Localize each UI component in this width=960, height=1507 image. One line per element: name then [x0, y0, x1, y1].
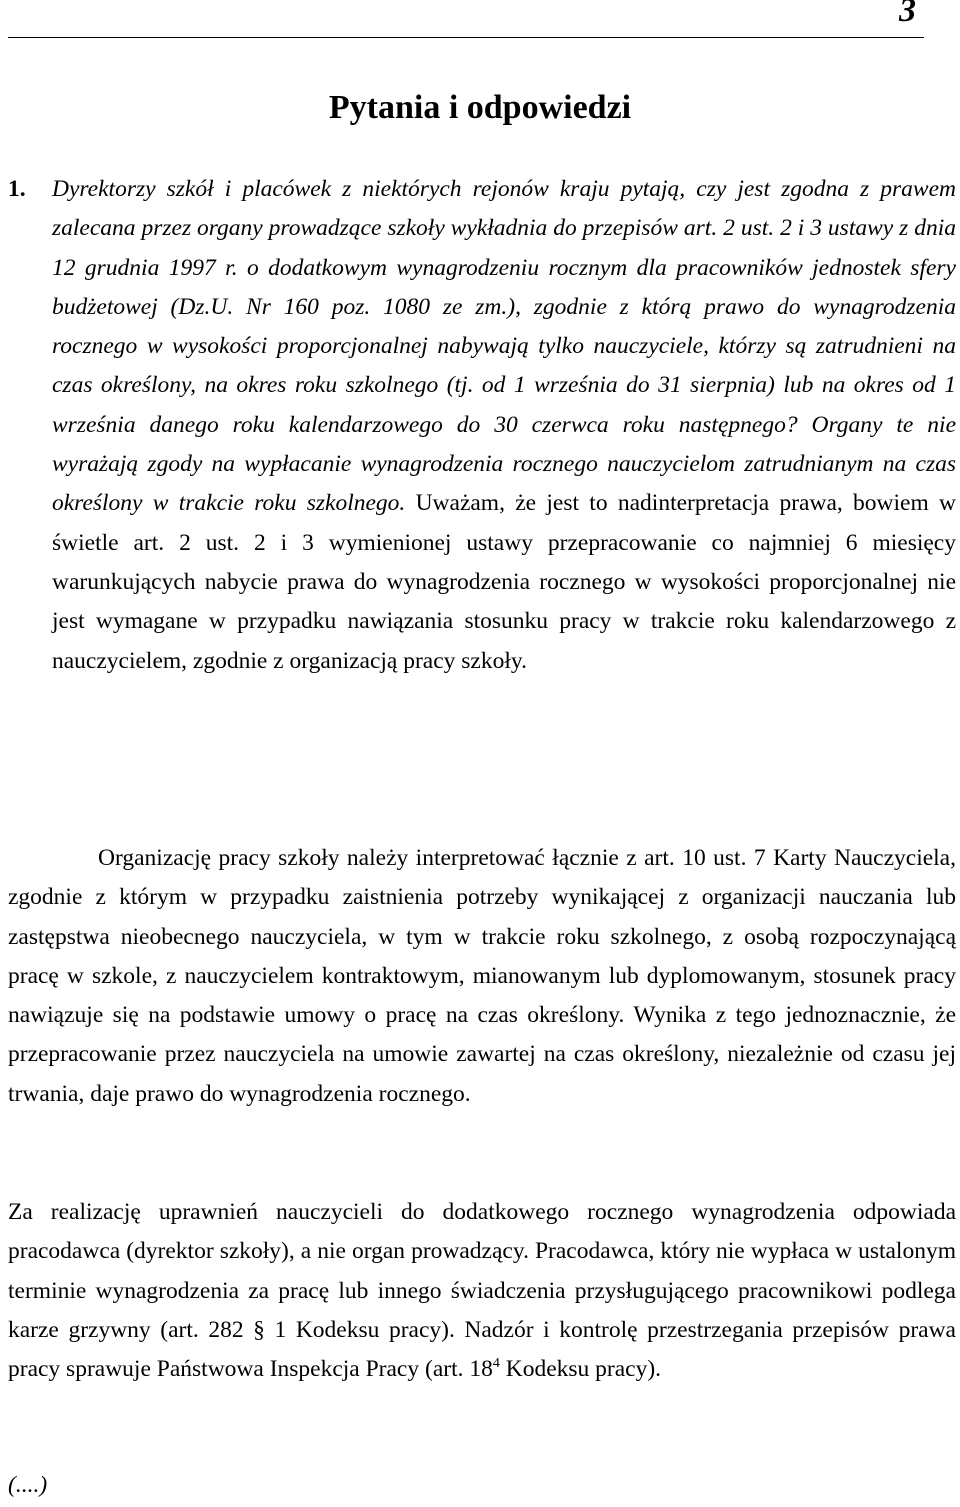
answer-paragraph-3-end: Kodeksu pracy). — [499, 1356, 662, 1383]
header-rule — [8, 37, 924, 38]
answer-paragraph-3 — [8, 1193, 956, 1389]
answer-paragraph-2: Organizację pracy szkoły należy interpretować łącznie z art. 10 ust. 7 Karty Nauczyciela, zgodnie z którym w przypadku zaistnienia potrzeby wynikającej z organizacji nauczania lub zastępstwa nieobecnego nauczyciela, w tym w trakcie roku szkolnego, z osobą rozpoczynającą pracę w szkole, z nauczycielem kontraktowym, mianowanym lub dyplomowanym, stosunek pracy nawiązuje się na podstawie umowy o pracę na czas określony. Wynika z tego jednoznacznie, że przepracowanie przez nauczyciela na umowie zawartej na czas określony, niezależnie od czasu jej trwania, daje prawo do wynagrodzenia rocznego. — [8, 845, 956, 1107]
page-title: Pytania i odpowiedzi — [328, 89, 632, 126]
answer-paragraph-1: Uważam, że jest to nadinterpretacja prawa, bowiem w świetle art. 2 ust. 2 i 3 wymienionej ustawy przepracowanie co najmniej 6 miesięcy warunkujących nabycie prawa do wynagrodzenia rocznego w wysokości proporcjonalnej nie jest wymagane w przypadku nawiązania stosunku pracy w trakcie roku kalendarzowego z nauczycielem, zgodnie z organizacją pracy szkoły. — [52, 490, 957, 674]
answer-paragraph-3-text: Za realizację uprawnień nauczycieli do dodatkowego rocznego wynagrodzenia odpowiada pracodawca (dyrektor szkoły), a nie organ prowadzący. Pracodawca, który nie wypłaca w ustalonym terminie wynagrodzenia za pracę lub innego świadczenia przysługującego pracownikowi podlega karze grzywny (art. 282 § 1 Kodeksu pracy). Nadzór i kontrolę przestrzegania przepisów prawa pracy sprawuje Państwowa Inspekcja Pracy (art. 18 — [8, 1199, 956, 1383]
question-text: Dyrektorzy szkół i placówek z niektórych rejonów kraju pytają, czy jest zgodna z prawem zalecana przez organy prowadzące szkoły wykładnia do przepisów art. 2 ust. 2 i 3 ustawy z dnia 12 grudnia 1997 r. o dodatkowym wynagrodzeniu rocznym dla pracowników jednostek sfery budżetowej (Dz.U. Nr 160 poz. 1080 ze zm.), zgodnie z którą prawo do wynagrodzenia rocznego w wysokości proporcjonalnej nabywają tylko nauczyciele, którzy są zatrudnieni na czas określony, na okres roku szkolnego (tj. od 1 września do 31 sierpnia) lub na okres od 1 września danego roku kalendarzowego do 30 czerwca roku następnego? Organy te nie wyrażają zgody na wypłacanie wynagrodzenia rocznego nauczycielom zatrudnianym na czas określony w trakcie roku szkolnego. — [52, 176, 956, 517]
question-block — [52, 170, 956, 681]
superscript: 4 — [492, 1356, 500, 1372]
question-number: 1. — [8, 176, 26, 202]
ellipsis: (....) — [8, 1472, 48, 1498]
page-number: 3 — [899, 0, 916, 29]
